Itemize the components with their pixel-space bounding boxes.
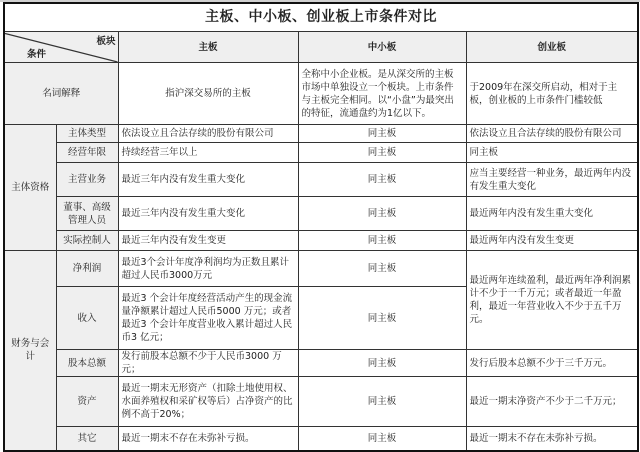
column-header-main-board: 主板 xyxy=(118,32,298,63)
cell-net-profit-main: 最近3个会计年度净利润均为正数且累计超过人民币3000万元 xyxy=(118,251,298,287)
group-label-finance-accounting: 财务与会计 xyxy=(4,251,56,451)
table-title: 主板、中小板、创业板上市条件对比 xyxy=(4,3,638,32)
cell-definition-sme: 全称中小企业板。是从深交所的主板市场中单独设立一个板块。上市条件与主板完全相同。以“小盘”为最突出的特征，流通盘约为1亿以下。 xyxy=(298,63,466,125)
cell-controller-gem: 最近两年内没有发生变更 xyxy=(466,231,638,251)
row-label-main-business: 主营业务 xyxy=(56,163,118,197)
cell-directors-gem: 最近两年内没有发生重大变化 xyxy=(466,197,638,231)
column-header-gem-board: 创业板 xyxy=(466,32,638,63)
row-label-income: 收入 xyxy=(56,287,118,350)
cell-other-sme: 同主板 xyxy=(298,427,466,451)
diagonal-header-cell xyxy=(4,32,118,63)
cell-net-profit-sme: 同主板 xyxy=(298,251,466,287)
cell-controller-sme: 同主板 xyxy=(298,231,466,251)
row-label-net-profit: 净利润 xyxy=(56,251,118,287)
comparison-table xyxy=(3,2,639,452)
row-label-other: 其它 xyxy=(56,427,118,451)
row-label-entity-type: 主体类型 xyxy=(56,125,118,143)
header-condition-label: 条件 xyxy=(27,49,47,60)
cell-main-business-main: 最近三年内没有发生重大变化 xyxy=(118,163,298,197)
cell-operating-years-sme: 同主板 xyxy=(298,143,466,163)
row-label-actual-controller: 实际控制人 xyxy=(56,231,118,251)
cell-entity-type-gem: 依法设立且合法存续的股份有限公司 xyxy=(466,125,638,143)
cell-operating-years-gem: 同主板 xyxy=(466,143,638,163)
cell-share-capital-sme: 同主板 xyxy=(298,350,466,377)
cell-entity-type-sme: 同主板 xyxy=(298,125,466,143)
cell-share-capital-main: 发行前股本总额不少于人民币3000 万元； xyxy=(118,350,298,377)
cell-other-gem: 最近一期末不存在未弥补亏损。 xyxy=(466,427,638,451)
cell-main-business-gem: 应当主要经营一种业务，最近两年内没有发生重大变化 xyxy=(466,163,638,197)
cell-definition-gem: 于2009年在深交所启动，相对于主板，创业板的上市条件门槛较低 xyxy=(466,63,638,125)
cell-assets-gem: 最近一期末净资产不少于二千万元； xyxy=(466,377,638,427)
header-board-label: 板块 xyxy=(96,36,116,47)
row-label-operating-years: 经营年限 xyxy=(56,143,118,163)
cell-directors-main: 最近三年内没有发生重大变化 xyxy=(118,197,298,231)
row-label-assets: 资产 xyxy=(56,377,118,427)
cell-share-capital-gem: 发行后股本总额不少于三千万元。 xyxy=(466,350,638,377)
cell-directors-sme: 同主板 xyxy=(298,197,466,231)
cell-controller-main: 最近三年内没有发生变更 xyxy=(118,231,298,251)
cell-entity-type-main: 依法设立且合法存续的股份有限公司 xyxy=(118,125,298,143)
cell-assets-sme: 同主板 xyxy=(298,377,466,427)
row-label-definition: 名词解释 xyxy=(4,63,118,125)
cell-profit-income-gem: 最近两年连续盈利，最近两年净利润累计不少于一千万元；或者最近一年盈利，最近一年营业收入不少于五千万元。 xyxy=(466,251,638,350)
cell-assets-main: 最近一期末无形资产（扣除土地使用权、水面养殖权和采矿权等后）占净资产的比例不高于20%； xyxy=(118,377,298,427)
row-label-directors-executives: 董事、高级管理人员 xyxy=(56,197,118,231)
cell-main-business-sme: 同主板 xyxy=(298,163,466,197)
group-label-entity-qualification: 主体资格 xyxy=(4,125,56,251)
cell-income-main: 最近3 个会计年度经营活动产生的现金流量净额累计超过人民币5000 万元；或者最近3 个会计年度营业收入累计超过人民币3 亿元； xyxy=(118,287,298,350)
cell-definition-main: 指沪深交易所的主板 xyxy=(118,63,298,125)
cell-operating-years-main: 持续经营三年以上 xyxy=(118,143,298,163)
cell-income-sme: 同主板 xyxy=(298,287,466,350)
row-label-share-capital: 股本总额 xyxy=(56,350,118,377)
cell-other-main: 最近一期末不存在未弥补亏损。 xyxy=(118,427,298,451)
column-header-sme-board: 中小板 xyxy=(298,32,466,63)
